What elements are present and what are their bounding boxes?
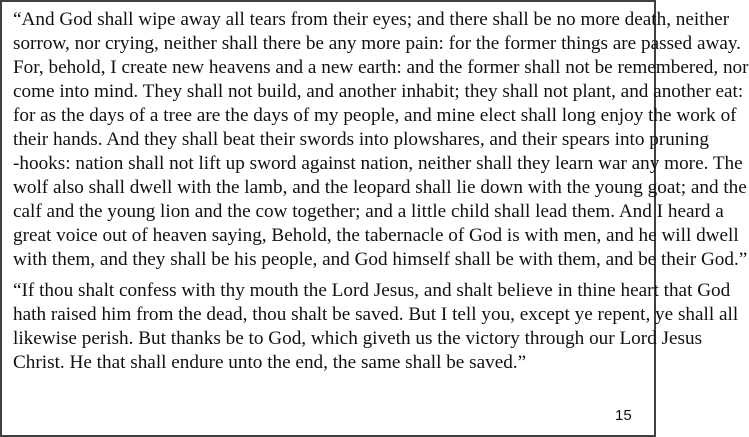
text-line: sorrow, nor crying, neither shall there be any more pain: for the former things are passed away.: [13, 33, 741, 54]
paragraph-salvation: [13, 279, 738, 375]
text-line: “If thou shalt confess with thy mouth the Lord Jesus, and shalt believe in thine heart that God: [13, 280, 731, 301]
page-number: 15: [615, 407, 632, 424]
text-line: their hands. And they shall beat their swords into plowshares, and their spears into pruning: [13, 129, 709, 150]
text-line: Christ. He that shall endure unto the end, the same shall be saved.”: [13, 352, 527, 373]
text-line: for as the days of a tree are the days of my people, and mine elect shall long enjoy the work of: [13, 105, 737, 126]
text-line: great voice out of heaven saying, Behold, the tabernacle of God is with men, and he will dwell: [13, 225, 739, 246]
text-line: come into mind. They shall not build, and another inhabit; they shall not plant, and another eat:: [13, 81, 744, 102]
text-line: calf and the young lion and the cow together; and a little child shall lead them. And I heard a: [13, 201, 724, 222]
text-line: -hooks: nation shall not lift up sword against nation, neither shall they learn war any more. The: [13, 153, 743, 174]
text-line: For, behold, I create new heavens and a new earth: and the former shall not be remembered, nor: [13, 57, 749, 78]
text-line: “And God shall wipe away all tears from their eyes; and there shall be no more death, neither: [13, 9, 730, 30]
text-line: hath raised him from the dead, thou shalt be saved. But I tell you, except ye repent, ye shall all: [13, 304, 739, 325]
text-line: wolf also shall dwell with the lamb, and the leopard shall lie down with the young goat; and the: [13, 177, 747, 198]
text-line: with them, and they shall be his people, and God himself shall be with them, and be their God.”: [13, 249, 748, 270]
text-line: likewise perish. But thanks be to God, which giveth us the victory through our Lord Jesus: [13, 328, 703, 349]
paragraph-revelation-isaiah: [13, 8, 749, 272]
